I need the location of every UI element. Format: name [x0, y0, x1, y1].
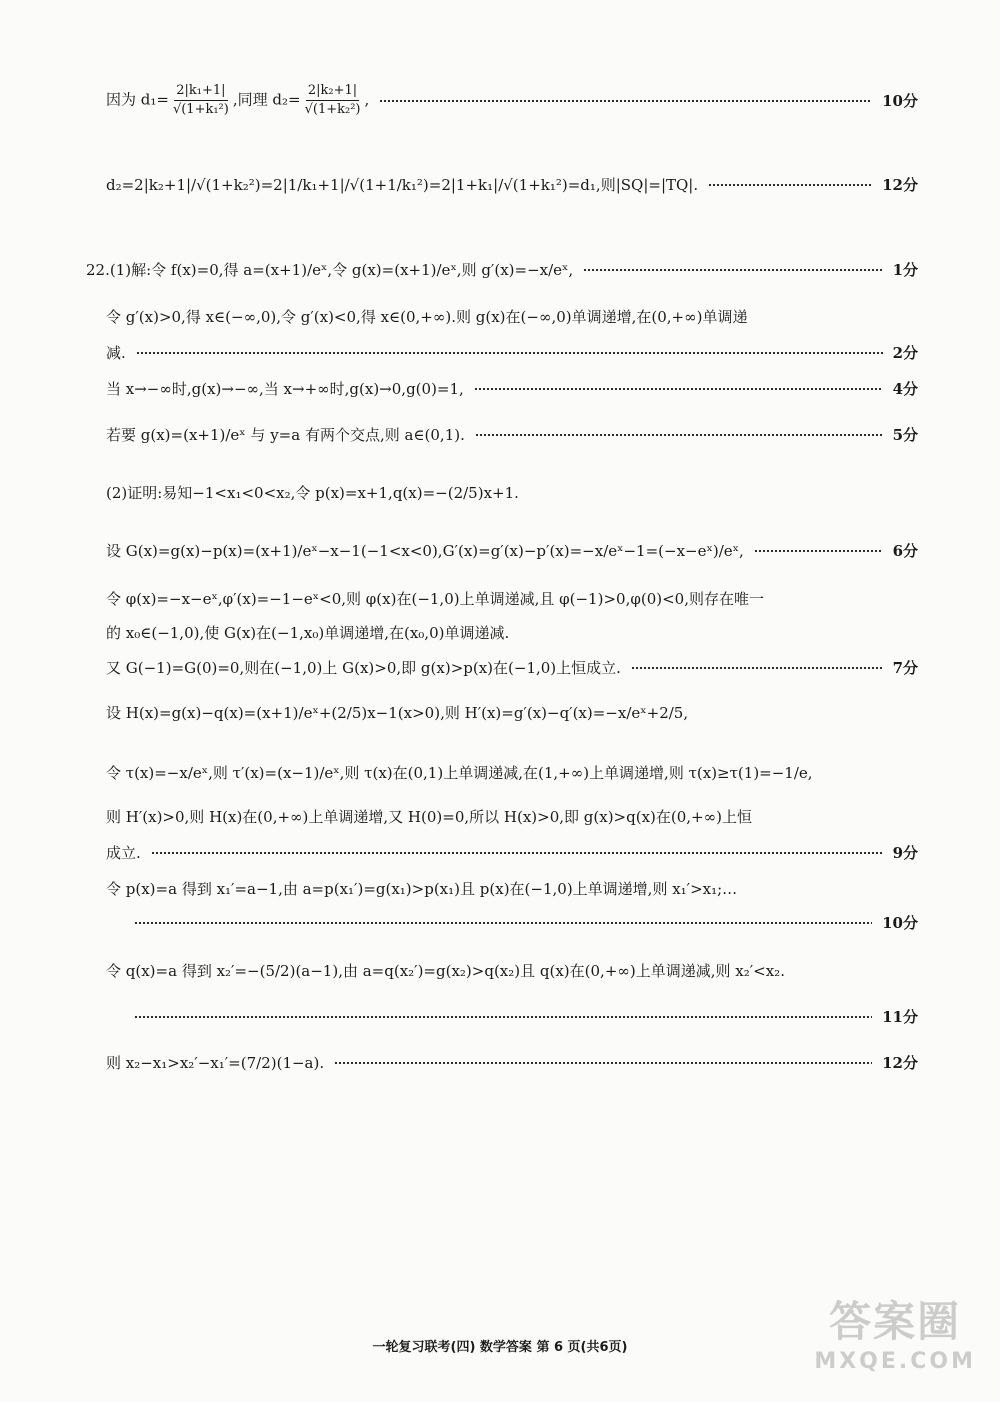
- line-text: 成立.: [106, 844, 141, 862]
- score-mark: 12分: [882, 176, 918, 194]
- score-mark: 5分: [892, 426, 918, 444]
- line-text: 令 g′(x)>0,得 x∈(−∞,0),令 g′(x)<0,得 x∈(0,+∞).则 g(x)在(−∞,0)单调递增,在(0,+∞)单调递: [106, 308, 748, 326]
- score-mark: 10分: [882, 914, 918, 932]
- solution-line: [106, 540, 918, 561]
- dot-leader: [583, 269, 882, 271]
- watermark-url: MXQE.COM: [814, 1349, 976, 1374]
- score-mark: 11分: [882, 1008, 918, 1026]
- line-text: 则 H′(x)>0,则 H(x)在(0,+∞)上单调递增,又 H(0)=0,所以 H(x)>0,即 g(x)>q(x)在(0,+∞)上恒: [106, 808, 752, 826]
- score-mark: 12分: [882, 1054, 918, 1072]
- solution-line: [106, 424, 918, 445]
- solution-line: [134, 1006, 918, 1027]
- score-mark: 10分: [882, 92, 918, 110]
- fraction: $\frac{\text{2|k₁+1|}}{\text{√(1+k₁²)}}$: [172, 83, 229, 117]
- dot-leader: [334, 1062, 872, 1064]
- dot-leader: [151, 852, 883, 854]
- line-text: 设 G(x)=g(x)−p(x)=(x+1)/eˣ−x−1(−1<x<0),G′(x)=g′(x)−p′(x)=−x/eˣ−1=(−x−eˣ)/eˣ,: [106, 542, 744, 560]
- solution-line: [106, 1052, 918, 1073]
- dot-leader: [134, 922, 872, 924]
- solution-line: [106, 878, 918, 899]
- dot-leader: [631, 667, 883, 669]
- solution-line: [106, 588, 918, 609]
- solution-line: [106, 806, 918, 827]
- line-text: 当 x→−∞时,g(x)→−∞,当 x→+∞时,g(x)→0,g(0)=1,: [106, 380, 464, 398]
- line-text: 22.(1)解:令 f(x)=0,得 a=(x+1)/eˣ,令 g(x)=(x+1)/eˣ,则 g′(x)=−x/eˣ,: [86, 261, 574, 279]
- solution-line: [106, 842, 918, 863]
- score-mark: 9分: [892, 844, 918, 862]
- line-text: 因为 d₁= $\frac{\text{2|k₁+1|}}{\text{√(1+k₁²)}}$ ,同理 d₂= $\frac{\text{2|k₂+1|}}{\text{√(1+k₂²)}}$ ,: [106, 83, 370, 117]
- dot-leader: [708, 184, 872, 186]
- score-mark: 7分: [892, 659, 918, 677]
- solution-line: [106, 342, 918, 363]
- page-footer: 一轮复习联考(四) 数学答案 第 6 页(共6页): [372, 1340, 628, 1355]
- line-text: 则 x₂−x₁>x₂′−x₁′=(7/2)(1−a).: [106, 1054, 325, 1072]
- score-mark: 2分: [892, 344, 918, 362]
- solution-line: [106, 657, 918, 678]
- dot-leader: [474, 388, 883, 390]
- dot-leader: [379, 100, 872, 102]
- solution-line: [106, 306, 918, 327]
- solution-line: [106, 762, 918, 783]
- solution-line: [106, 960, 918, 981]
- line-text: 令 φ(x)=−x−eˣ,φ′(x)=−1−eˣ<0,则 φ(x)在(−1,0)上单调递减,且 φ(−1)>0,φ(0)<0,则存在唯一: [106, 590, 764, 608]
- solution-line: [86, 259, 918, 280]
- solution-line: [106, 378, 918, 399]
- score-mark: 4分: [892, 380, 918, 398]
- solution-line: [106, 82, 918, 119]
- line-text: 令 q(x)=a 得到 x₂′=−(5/2)(a−1),由 a=q(x₂′)=g(x₂)>q(x₂)且 q(x)在(0,+∞)上单调递减,则 x₂′<x₂.: [106, 962, 785, 980]
- line-text: 设 H(x)=g(x)−q(x)=(x+1)/eˣ+(2/5)x−1(x>0),则 H′(x)=g′(x)−q′(x)=−x/eˣ+2/5,: [106, 704, 689, 722]
- solution-line: [106, 702, 918, 723]
- line-text: 又 G(−1)=G(0)=0,则在(−1,0)上 G(x)>0,即 g(x)>p(x)在(−1,0)上恒成立.: [106, 659, 621, 677]
- score-mark: 1分: [892, 261, 918, 279]
- dot-leader: [754, 550, 883, 552]
- dot-leader: [136, 352, 883, 354]
- line-text: 令 τ(x)=−x/eˣ,则 τ′(x)=(x−1)/eˣ,则 τ(x)在(0,1)上单调递减,在(1,+∞)上单调递增,则 τ(x)≥τ(1)=−1/e,: [106, 764, 813, 782]
- solution-line: [106, 622, 918, 643]
- solution-line: [106, 482, 918, 503]
- line-text: 令 p(x)=a 得到 x₁′=a−1,由 a=p(x₁′)=g(x₁)>p(x₁)且 p(x)在(−1,0)上单调递增,则 x₁′>x₁;…: [106, 880, 738, 898]
- solution-line: [134, 912, 918, 933]
- line-text: 减.: [106, 344, 126, 362]
- watermark-logo: [814, 1289, 976, 1374]
- dot-leader: [475, 434, 883, 436]
- line-text: 的 x₀∈(−1,0),使 G(x)在(−1,x₀)单调递增,在(x₀,0)单调递减.: [106, 624, 510, 642]
- line-text: 若要 g(x)=(x+1)/eˣ 与 y=a 有两个交点,则 a∈(0,1).: [106, 426, 465, 444]
- dot-leader: [134, 1016, 872, 1018]
- line-text: (2)证明:易知−1<x₁<0<x₂,令 p(x)=x+1,q(x)=−(2/5)x+1.: [106, 484, 519, 502]
- score-mark: 6分: [892, 542, 918, 560]
- line-text: d₂=2|k₂+1|/√(1+k₂²)=2|1/k₁+1|/√(1+1/k₁²)=2|1+k₁|/√(1+k₁²)=d₁,则|SQ|=|TQ|.: [106, 176, 699, 194]
- solution-line: [106, 174, 918, 195]
- watermark-text: 答案圈: [829, 1297, 962, 1346]
- fraction: $\frac{\text{2|k₂+1|}}{\text{√(1+k₂²)}}$: [304, 83, 361, 117]
